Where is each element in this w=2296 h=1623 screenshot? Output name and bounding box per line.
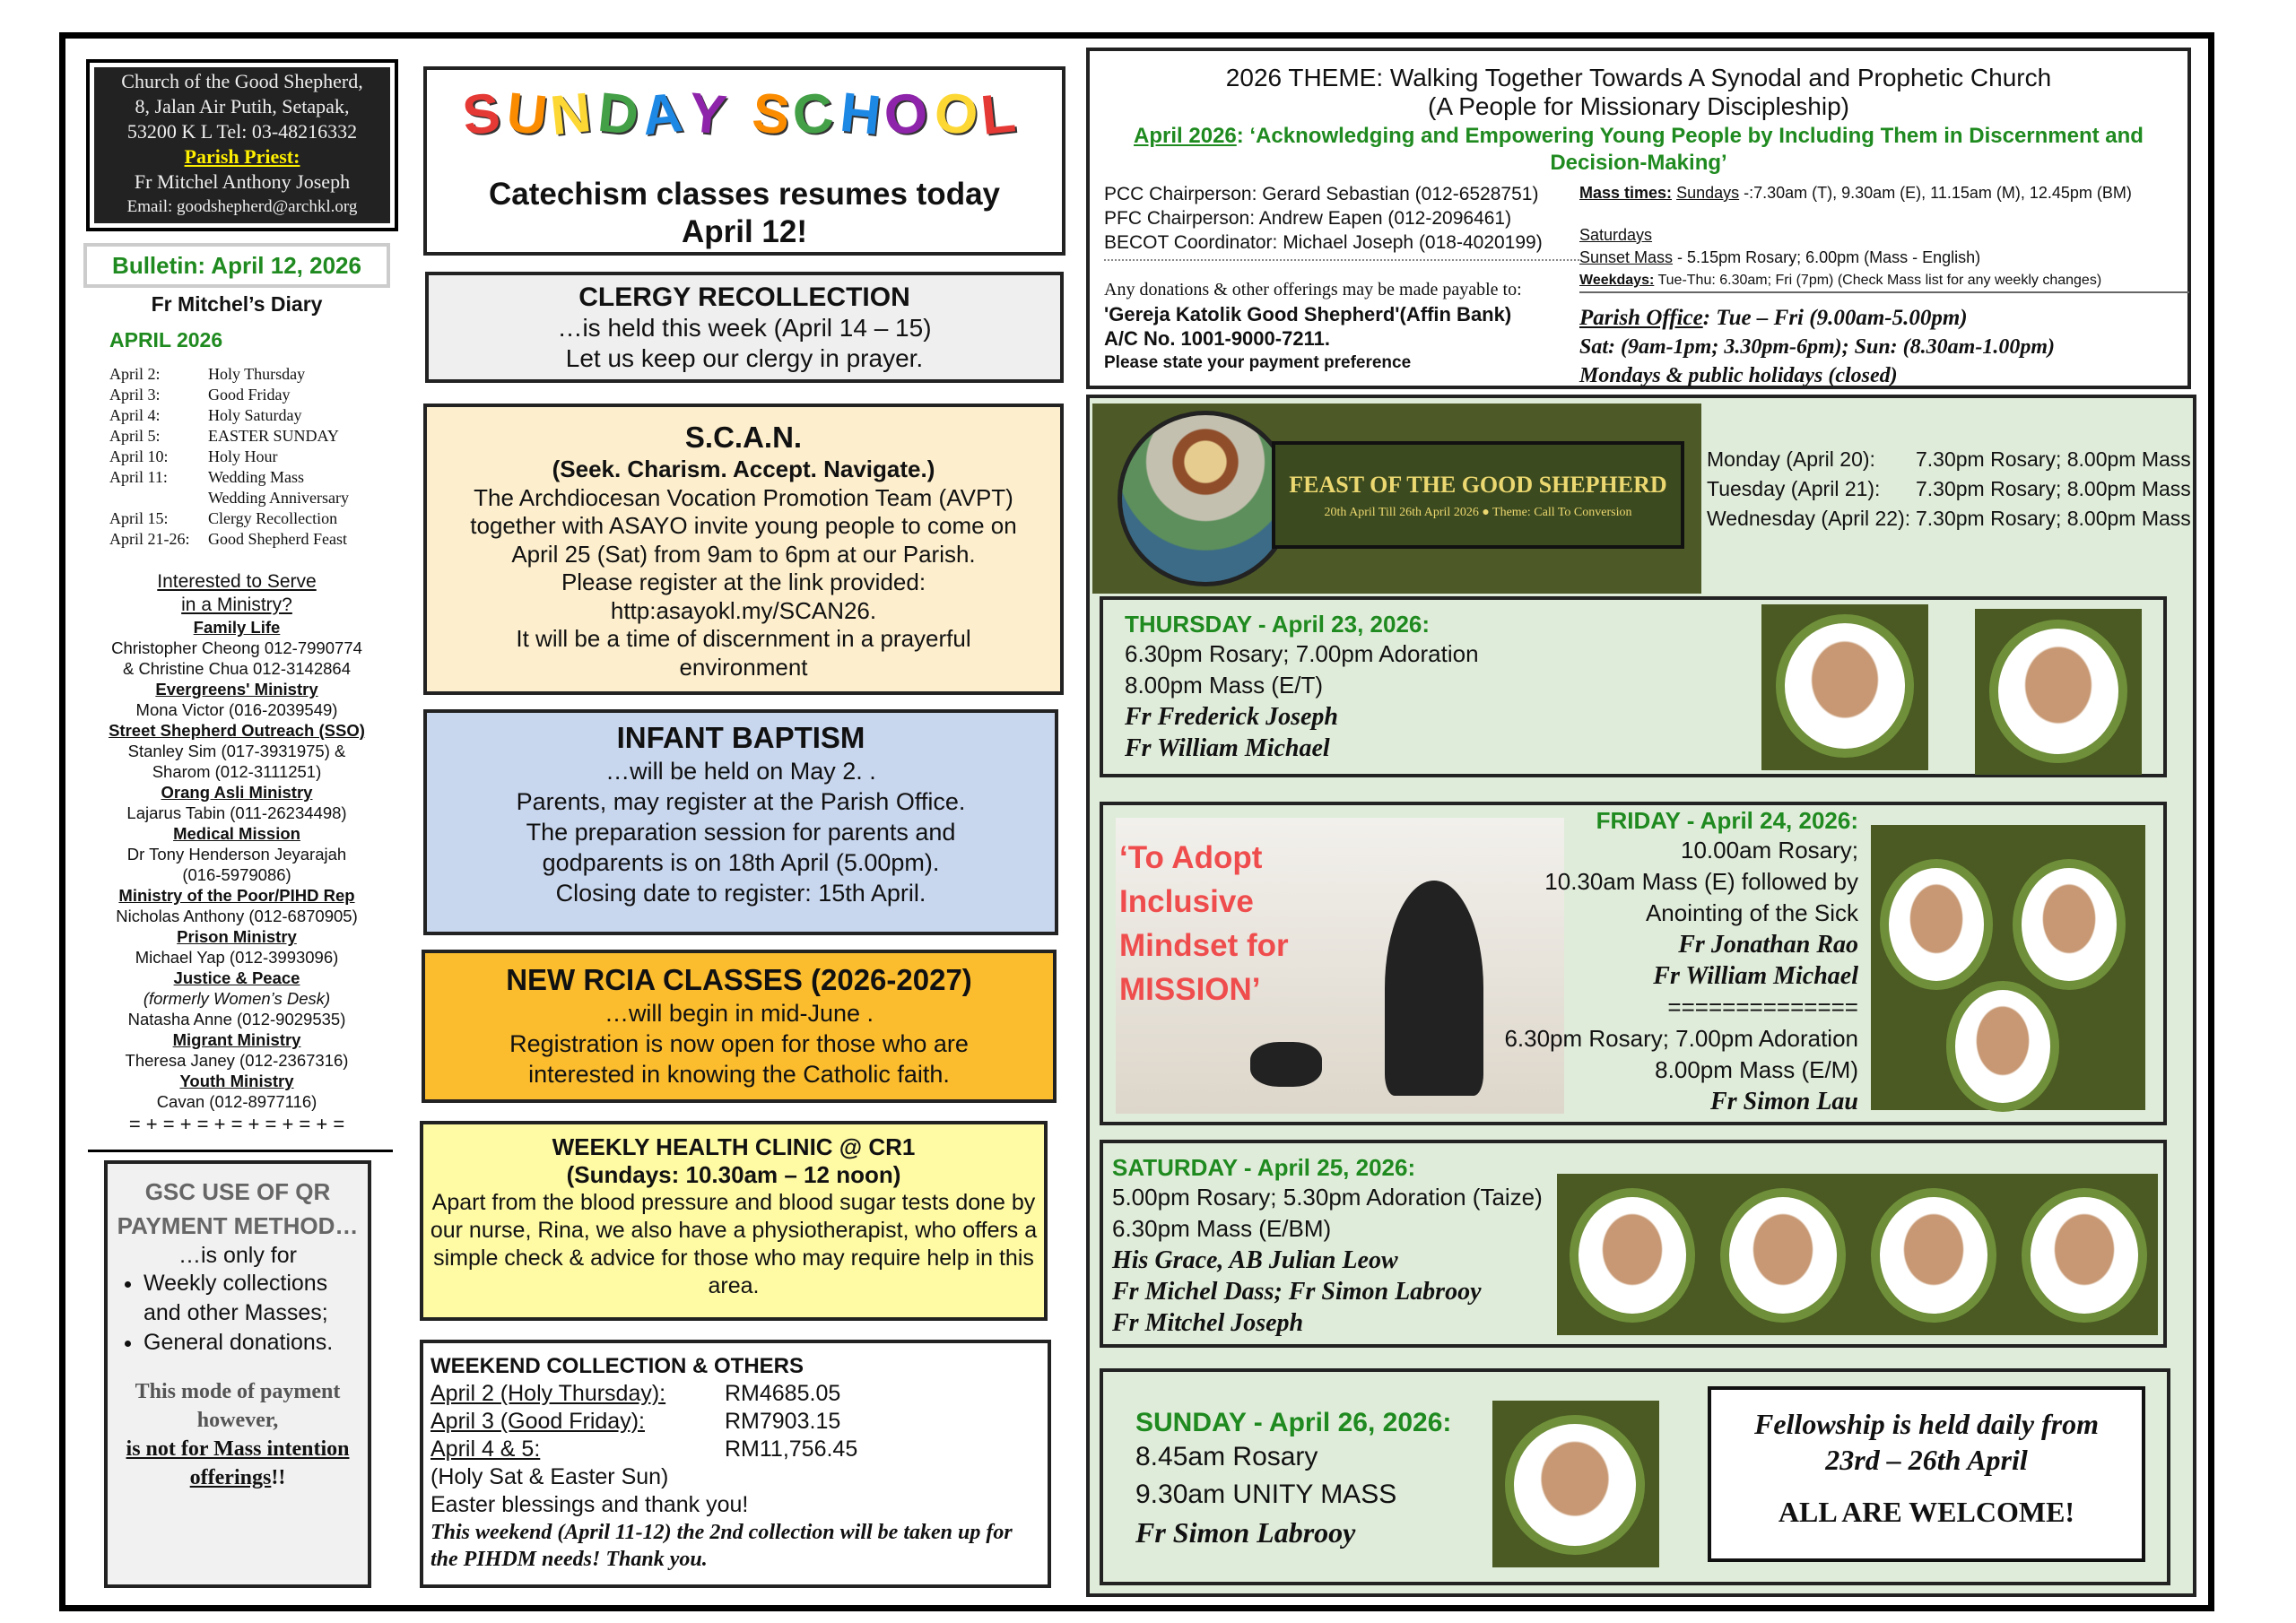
diary-event: Clergy Recollection (208, 509, 338, 527)
divider (1579, 291, 2189, 293)
health-clinic-box (420, 1121, 1048, 1321)
priest-photo (1776, 614, 1914, 758)
collection-box (420, 1340, 1051, 1588)
collection-title: WEEKEND COLLECTION & OTHERS (430, 1354, 804, 1378)
ministry-contact: (formerly Women’s Desk) (143, 989, 331, 1008)
collection-row (430, 1436, 1040, 1463)
diary-entry (109, 426, 349, 447)
collection-amount: RM7903.15 (725, 1409, 841, 1434)
weekday-label: Tuesday (April 21): (1707, 477, 1881, 500)
church-email[interactable]: Email: goodshepherd@archkl.org (126, 197, 358, 216)
diary-date (109, 488, 208, 508)
ministry-contact: Cavan (012-8977116) (156, 1092, 317, 1111)
ministry-list (83, 570, 390, 1134)
ministry-name: Migrant Ministry (172, 1030, 301, 1049)
weekday-row (1707, 474, 2191, 504)
rcia-title: NEW RCIA CLASSES (2026-2027) (506, 963, 972, 996)
body-line: Registration is now open for those who are (509, 1030, 969, 1057)
qr-note-end: !! (271, 1466, 286, 1489)
clergy-recollection-box (425, 272, 1064, 383)
ministry-name: Evergreens' Ministry (155, 680, 318, 699)
contact: PFC Chairperson: Andrew Eapen (012-2096461) (1104, 208, 1512, 229)
diary-event: Wedding Mass (208, 468, 305, 486)
priest-photo (1946, 981, 2059, 1112)
diary-date: April 15: (109, 509, 169, 527)
weekday-row (1707, 445, 2191, 474)
collection-amount: RM4685.05 (725, 1381, 841, 1406)
feast-banner (1092, 404, 1701, 594)
feast-title: FEAST OF THE GOOD SHEPHERD (1289, 472, 1667, 498)
weekday-times: 7.30pm Rosary; 8.00pm Mass (1916, 447, 2191, 471)
body-line: Please register at the link provided: (561, 568, 926, 595)
mass-times-label: Mass times: (1579, 184, 1673, 202)
saturday-heading: SATURDAY - April 25, 2026: (1112, 1154, 1416, 1181)
church-name: Church of the Good Shepherd, (121, 70, 363, 92)
diary-list (109, 364, 349, 550)
sunday-school-box (423, 66, 1065, 256)
contact: BECOT Coordinator: Michael Joseph (018-4020199) (1104, 232, 1543, 253)
good-shepherd-image (1118, 411, 1293, 586)
schedule-line: 8.45am Rosary (1135, 1442, 1318, 1471)
body-line: Closing date to register: 15th April. (555, 880, 926, 907)
shepherd-silhouette-icon (1385, 881, 1483, 1096)
schedule-line: Anointing of the Sick (1645, 899, 1858, 926)
diary-event: Holy Thursday (208, 365, 306, 383)
ministry-name: Orang Asli Ministry (161, 783, 313, 802)
body-line: godparents is on 18th April (5.00pm). (542, 849, 940, 876)
diary-entry (109, 467, 349, 488)
ministry-name: Family Life (193, 618, 281, 637)
ministry-contact: Stanley Sim (017-3931975) & (127, 742, 346, 760)
priest-photo (1880, 859, 1993, 990)
ministry-name: Medical Mission (173, 824, 300, 843)
diary-month: APRIL 2026 (109, 328, 223, 352)
body-line: http:asayokl.my/SCAN26. (610, 596, 877, 624)
schedule-line: 6.30pm Rosary; 7.00pm Adoration (1504, 1025, 1858, 1052)
mission-poster (1116, 818, 1564, 1114)
diary-date: April 4: (109, 406, 161, 424)
sunday-mass-times: -:7.30am (T), 9.30am (E), 11.15am (M), 12.45pm (BM) (1739, 184, 2132, 202)
collection-row (430, 1408, 1040, 1436)
diary-event: Good Friday (208, 386, 291, 404)
diary-event: Good Shepherd Feast (208, 530, 347, 548)
sunset-label: Sunset Mass (1579, 248, 1674, 266)
baptism-title: INFANT BAPTISM (616, 721, 865, 754)
contact: PCC Chairperson: Gerard Sebastian (012-6528751) (1104, 184, 1539, 204)
rcia-box (422, 950, 1057, 1103)
collection-row (430, 1380, 1040, 1408)
diary-date: April 5: (109, 427, 161, 445)
clinic-hours: (Sundays: 10.30am – 12 noon) (566, 1161, 901, 1188)
schedule-line: 8.00pm Mass (E/T) (1125, 672, 1324, 699)
divider: = + = + = + = + = + = + = (128, 1113, 345, 1135)
ministry-name: Prison Ministry (177, 927, 297, 946)
qr-note: This mode of payment however, (135, 1380, 341, 1432)
celebrant: Fr William Michael (1653, 962, 1858, 990)
celebrant: Fr Simon Labrooy (1135, 1516, 1356, 1549)
april-theme-label: April 2026 (1134, 124, 1237, 148)
theme-subtitle: (A People for Missionary Discipleship) (1428, 92, 1849, 120)
fellowship-notice (1708, 1386, 2145, 1562)
qr-bullet: • General donations. (144, 1328, 359, 1358)
office-hours: : Tue – Fri (9.00am-5.00pm) (1702, 306, 1968, 330)
celebrant: Fr William Michael (1125, 734, 1330, 762)
diary-entry (109, 447, 349, 467)
weekday-times: 7.30pm Rosary; 8.00pm Mass (1916, 507, 2191, 530)
diary-entry (109, 488, 349, 508)
body-line: environment (679, 653, 808, 681)
ministry-name: Youth Ministry (179, 1072, 294, 1090)
diary-title: Fr Mitchel’s Diary (151, 292, 323, 316)
diary-date: April 3: (109, 386, 161, 404)
body-line: together with ASAYO invite young people to come on (470, 512, 1017, 539)
second-collection-note: This weekend (April 11-12) the 2nd collection will be taken up for the PIHDM needs! Thank you. (430, 1521, 1013, 1571)
clinic-text: Apart from the blood pressure and blood sugar tests done by our nurse, Rina, we also have a physiotherapist, who offers a simple check & advice for those who may require help in this area. (430, 1190, 1038, 1298)
weekday-label: Monday (April 20): (1707, 447, 1875, 471)
scan-box (423, 404, 1064, 695)
ministry-contact: Lajarus Tabin (011-26234498) (126, 803, 347, 822)
collection-label: April 3 (Good Friday): (430, 1409, 645, 1434)
friday-heading: FRIDAY - April 24, 2026: (1596, 807, 1858, 834)
thursday-heading: THURSDAY - April 23, 2026: (1125, 611, 1431, 638)
bulletin-date: Bulletin: April 12, 2026 (83, 243, 390, 288)
scan-title: S.C.A.N. (684, 421, 803, 454)
priest-photo (1720, 1188, 1846, 1323)
ministry-name: Ministry of the Poor/PIHD Rep (118, 886, 355, 905)
weekday-row (1707, 504, 2191, 534)
feast-subtitle: 20th April Till 26th April 2026 ● Theme: Call To Conversion (1324, 506, 1632, 519)
diary-event: Wedding Anniversary (208, 489, 350, 507)
celebrant: Fr Frederick Joseph (1125, 703, 1338, 731)
schedule-line: 5.00pm Rosary; 5.30pm Adoration (Taize) (1112, 1184, 1543, 1211)
qr-title: GSC USE OF QR PAYMENT METHOD… (117, 1178, 359, 1239)
priest-photo (1570, 1188, 1695, 1323)
weekday-times: 7.30pm Rosary; 8.00pm Mass (1916, 477, 2191, 500)
april-theme (1108, 123, 2170, 177)
ministry-contact: Mona Victor (016-2039549) (135, 700, 338, 719)
diary-event: Holy Hour (208, 447, 278, 465)
office-closed: Mondays & public holidays (closed) (1579, 364, 1898, 387)
donation-payee: 'Gereja Katolik Good Shepherd'(Affin Bank) (1104, 303, 1512, 325)
fellowship-dates: 23rd – 26th April (1825, 1444, 2028, 1476)
clinic-title: WEEKLY HEALTH CLINIC @ CR1 (552, 1133, 916, 1160)
priest-photo (1989, 620, 2127, 763)
body-line: …will be held on May 2. . (605, 758, 876, 785)
donation-account: A/C No. 1001-9000-7211. (1104, 327, 1330, 350)
friday-box (1100, 802, 2167, 1125)
ministry-question: Interested to Serve (157, 571, 317, 592)
priest-photo (1505, 1415, 1645, 1555)
divider (1104, 259, 1579, 261)
ministry-name: Street Shepherd Outreach (SSO) (109, 721, 365, 740)
priest-photo (2022, 1188, 2147, 1323)
body-line: …will begin in mid-June . (604, 1000, 874, 1027)
sunday-school-date: April 12! (681, 214, 808, 249)
infant-baptism-box (423, 709, 1058, 935)
saturday-box (1100, 1140, 2167, 1348)
schedule-line: 8.00pm Mass (E/M) (1655, 1056, 1858, 1083)
weekdays-label: Weekdays: (1579, 273, 1655, 288)
diary-entry (109, 405, 349, 426)
ministry-question-2: in a Ministry? (181, 595, 292, 615)
schedule-line: 6.30pm Rosary; 7.00pm Adoration (1125, 640, 1479, 667)
sunday-label: Sundays (1676, 184, 1740, 202)
church-address: 8, Jalan Air Putih, Setapak, (135, 95, 350, 117)
ministry-contact: Dr Tony Henderson Jeyarajah (126, 845, 347, 864)
sunday-heading: SUNDAY - April 26, 2026: (1135, 1408, 1452, 1437)
ministry-contact: Sharom (012-3111251) (152, 762, 322, 781)
sunset-times: - 5.15pm Rosary; 6.00pm (Mass - English) (1673, 248, 1981, 266)
office-label: Parish Office (1579, 306, 1703, 330)
ministry-contact: Theresa Janey (012-2367316) (125, 1051, 349, 1070)
diary-event: Holy Saturday (208, 406, 302, 424)
saturday-label: Saturdays (1579, 226, 1653, 244)
weekday-times: Tue-Thu: 6.30am; Fri (7pm) (Check Mass list for any weekly changes) (1654, 273, 2102, 288)
theme-info-box (1086, 48, 2191, 389)
schedule-line: 6.30pm Mass (E/BM) (1112, 1215, 1332, 1242)
collection-thanks: Easter blessings and thank you! (430, 1492, 749, 1517)
qr-note-emph: is not for Mass intention offerings (126, 1437, 350, 1489)
clergy-text: Let us keep our clergy in prayer. (565, 344, 924, 372)
priest-photo (1871, 1188, 1996, 1323)
priest-photo (2013, 859, 2126, 990)
celebrant: His Grace, AB Julian Leow (1112, 1246, 1398, 1274)
theme-title: 2026 THEME: Walking Together Towards A Synodal and Prophetic Church (1225, 64, 2052, 91)
april-theme-text: : ‘Acknowledging and Empowering Young People by Including Them in Discernment and Decision-Making’ (1236, 124, 2144, 175)
schedule-line: 9.30am UNITY MASS (1135, 1480, 1397, 1509)
ministry-contact: (016-5979086) (182, 865, 291, 884)
diary-date: April 2: (109, 365, 161, 383)
priest-name: Fr Mitchel Anthony Joseph (134, 170, 351, 193)
ministry-contact: Christopher Cheong 012-7990774 (111, 638, 362, 657)
celebrant: Fr Jonathan Rao (1678, 931, 1858, 959)
schedule-line: 10.00am Rosary; (1681, 837, 1858, 864)
diary-entry (109, 529, 349, 550)
ministry-name: Justice & Peace (173, 968, 300, 987)
ministry-contact: Natasha Anne (012-9029535) (127, 1010, 346, 1028)
welcome-text: ALL ARE WELCOME! (1778, 1496, 2075, 1528)
church-phone: 53200 K L Tel: 03-48216332 (126, 120, 358, 143)
clergy-title: CLERGY RECOLLECTION (578, 282, 910, 312)
diary-entry (109, 364, 349, 385)
body-line: Parents, may register at the Parish Office. (516, 788, 966, 815)
diary-entry (109, 385, 349, 405)
qr-sub: …is only for (178, 1243, 297, 1268)
donation-note: Please state your payment preference (1104, 353, 1412, 372)
divider-line (88, 1150, 393, 1152)
church-header (86, 59, 398, 231)
body-line: The preparation session for parents and (526, 819, 956, 846)
scan-subtitle: (Seek. Charism. Accept. Navigate.) (552, 456, 935, 482)
celebrant: Fr Michel Dass; Fr Simon Labrooy (1112, 1278, 1482, 1306)
collection-note: (Holy Sat & Easter Sun) (430, 1464, 669, 1489)
qr-payment-notice (104, 1160, 371, 1588)
thursday-box (1100, 596, 2167, 777)
weekday-label: Wednesday (April 22): (1707, 507, 1911, 530)
celebrant: Fr Mitchel Joseph (1112, 1309, 1304, 1337)
sunday-school-logo: S U N D A Y S C H O O L (459, 81, 1021, 148)
ministry-contact: Nicholas Anthony (012-6870905) (116, 907, 358, 925)
diary-date: April 11: (109, 468, 168, 486)
divider: ============== (1667, 994, 1858, 1020)
schedule-line: 10.30am Mass (E) followed by (1544, 868, 1858, 895)
ministry-contact: & Christine Chua 012-3142864 (122, 659, 352, 678)
diary-date: April 21-26: (109, 530, 190, 548)
fellowship-text: Fellowship is held daily from (1753, 1408, 2100, 1440)
lamb-silhouette-icon (1250, 1042, 1322, 1087)
collection-label: April 2 (Holy Thursday): (430, 1381, 666, 1406)
celebrant: Fr Simon Lau (1710, 1088, 1858, 1115)
ministry-contact: Michael Yap (012-3993096) (135, 948, 339, 967)
clergy-text: …is held this week (April 14 – 15) (557, 314, 932, 342)
poster-text: ‘To Adopt Inclusive Mindset for MISSION’ (1119, 840, 1289, 1007)
weekday-schedule (1707, 445, 2191, 534)
donation-text: Any donations & other offerings may be made payable to: (1104, 280, 1522, 299)
body-line: interested in knowing the Catholic faith. (528, 1061, 950, 1088)
qr-bullet: • Weekly collections and other Masses; (144, 1269, 359, 1328)
priest-label: Parish Priest: (184, 145, 300, 168)
body-line: The Archdiocesan Vocation Promotion Team (AVPT) (474, 483, 1013, 511)
body-line: April 25 (Sat) from 9am to 6pm at our Parish. (511, 540, 976, 568)
diary-entry (109, 508, 349, 529)
diary-date: April 10: (109, 447, 169, 465)
collection-amount: RM11,756.45 (725, 1436, 858, 1462)
diary-event: EASTER SUNDAY (208, 427, 339, 445)
collection-label: April 4 & 5: (430, 1436, 541, 1462)
sunday-school-caption: Catechism classes resumes today (488, 177, 1001, 212)
office-weekend: Sat: (9am-1pm; 3.30pm-6pm); Sun: (8.30am-1.00pm) (1579, 335, 2055, 359)
body-line: It will be a time of discernment in a prayerful (516, 625, 971, 652)
